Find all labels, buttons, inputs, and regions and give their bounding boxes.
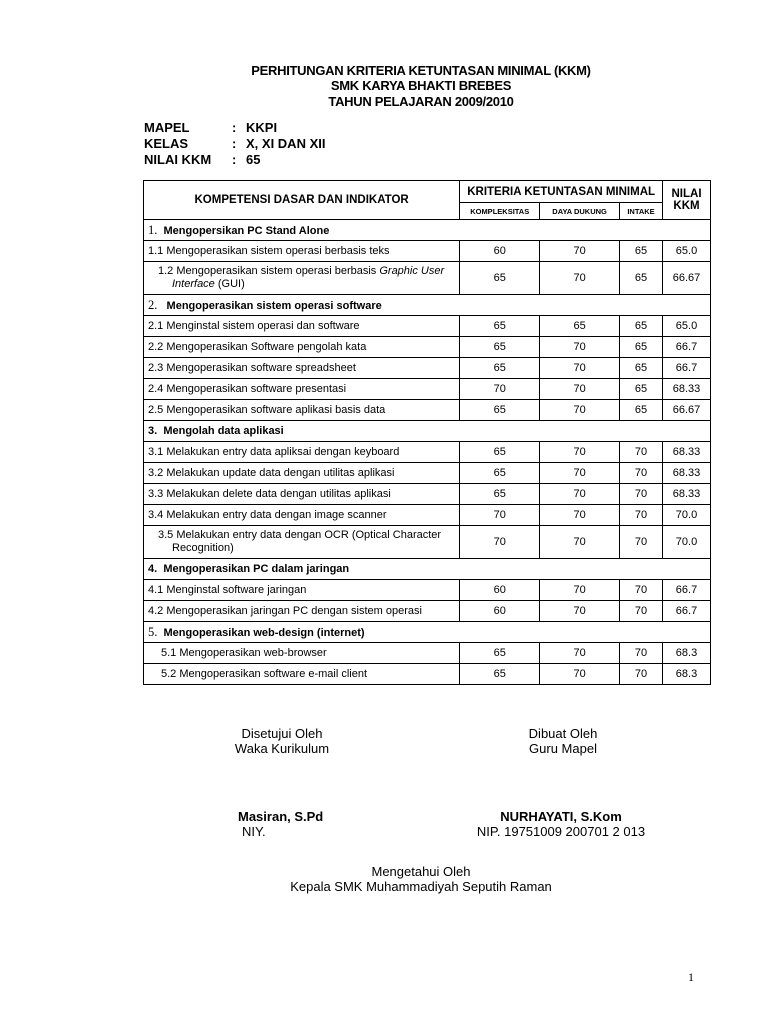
kompleksitas-cell: 70 [460,505,540,526]
page-number: 1 [688,970,694,984]
nilai-kkm-cell: 66.7 [663,337,711,358]
kompleksitas-cell: 65 [460,262,540,295]
intake-cell: 65 [620,337,663,358]
section-label: Mengolah data aplikasi [163,425,284,437]
section-title [144,421,711,442]
indicator-label [144,262,460,295]
section-label: Mengoperasikan web-design (internet) [163,626,365,639]
indicator-text-end: (GUI) [214,278,245,290]
indicator-label: 2.1 Menginstal sistem operasi dan software [144,316,460,337]
kompleksitas-cell: 65 [460,400,540,421]
header-kompetensi: KOMPETENSI DASAR DAN INDIKATOR [144,181,460,220]
indicator-label: 3.4 Melakukan entry data dengan image scanner [144,505,460,526]
nilai-kkm-cell: 66.67 [663,262,711,295]
approver-role: Waka Kurikulum [234,741,330,756]
daya-dukung-cell: 70 [540,484,620,505]
daya-dukung-cell: 70 [540,379,620,400]
header-nilai-kkm [663,181,711,220]
section-number: 2. [148,297,158,312]
nilai-kkm-cell: 68.33 [663,442,711,463]
kkm-table [143,180,711,685]
table-row [144,316,711,337]
intake-cell: 65 [620,316,663,337]
header-kompleksitas: KOMPLEKSITAS [460,203,540,220]
intake-cell: 70 [620,580,663,601]
nilai-kkm-cell: 68.33 [663,484,711,505]
intake-cell: 70 [620,505,663,526]
kompleksitas-cell: 65 [460,442,540,463]
nilai-kkm-cell: 65.0 [663,241,711,262]
kompleksitas-cell: 70 [460,379,540,400]
header-intake: INTAKE [620,203,663,220]
author-id: NIP. 19751009 200701 2 013 [476,824,646,839]
section-title [144,559,711,580]
section-label: Mengoperasikan PC dalam jaringan [163,563,350,575]
daya-dukung-cell: 70 [540,664,620,685]
nilai-kkm-cell: 65.0 [663,316,711,337]
nilai-kkm-cell: 68.33 [663,379,711,400]
daya-dukung-cell: 70 [540,442,620,463]
kompleksitas-cell: 65 [460,463,540,484]
table-row [144,379,711,400]
daya-dukung-cell: 70 [540,463,620,484]
daya-dukung-cell: 70 [540,400,620,421]
intake-cell: 65 [620,400,663,421]
doc-title: PERHITUNGAN KRITERIA KETUNTASAN MINIMAL (KKM) [251,63,591,78]
indicator-label: 2.3 Mengoperasikan software spreadsheet [144,358,460,379]
kompleksitas-cell: 60 [460,601,540,622]
section-number: 5. [148,624,158,639]
school-name: SMK KARYA BHAKTI BREBES [330,78,512,93]
mapel-label: MAPEL [144,120,190,135]
indicator-label: 2.4 Mengoperasikan software presentasi [144,379,460,400]
intake-cell: 70 [620,526,663,559]
intake-cell: 70 [620,664,663,685]
intake-cell: 65 [620,379,663,400]
indicator-text: 1.2 Mengoperasikan sistem operasi berbasis [158,265,380,277]
table-row [144,241,711,262]
section-title [144,220,711,241]
indicator-label: 4.1 Menginstal software jaringan [144,580,460,601]
nilai-kkm-cell: 66.7 [663,601,711,622]
intake-cell: 70 [620,442,663,463]
table-row [144,664,711,685]
approver-name: Masiran, S.Pd [238,809,324,824]
indicator-label: 5.1 Mengoperasikan web-browser [144,643,460,664]
kompleksitas-cell: 70 [460,526,540,559]
school-year: TAHUN PELAJARAN 2009/2010 [328,94,514,109]
acknowledger-role: Kepala SMK Muhammadiyah Seputih Raman [290,879,552,894]
section-number: 4. [148,563,158,575]
subject-info [144,120,325,168]
nilai-label: NILAI KKM [144,152,212,167]
daya-dukung-cell: 65 [540,316,620,337]
kompleksitas-cell: 65 [460,484,540,505]
intake-cell: 65 [620,241,663,262]
author-signature [462,809,660,839]
nilai-row [144,152,325,168]
mapel-row [144,120,325,136]
nilai-kkm-cell: 70.0 [663,505,711,526]
indicator-label: 5.2 Mengoperasikan software e-mail client [144,664,460,685]
table-row [144,505,711,526]
header-kriteria: KRITERIA KETUNTASAN MINIMAL [460,181,663,203]
table-row [144,484,711,505]
daya-dukung-cell: 70 [540,262,620,295]
header-daya-dukung: DAYA DUKUNG [540,203,620,220]
intake-cell: 70 [620,643,663,664]
kompleksitas-cell: 65 [460,358,540,379]
colon: : [232,120,237,135]
table-row [144,526,711,559]
daya-dukung-cell: 70 [540,358,620,379]
table-row [144,463,711,484]
intake-cell: 70 [620,484,663,505]
colon: : [232,136,237,151]
author-block [490,726,636,756]
table-row [144,442,711,463]
approved-by-label: Disetujui Oleh [241,726,323,741]
nilai-kkm-cell: 68.3 [663,643,711,664]
kompleksitas-cell: 60 [460,580,540,601]
mapel-value: KKPI [246,120,278,135]
approver-signature [238,809,323,839]
section-row [144,622,711,643]
indicator-label [144,526,460,559]
section-title [144,295,711,316]
intake-cell: 65 [620,262,663,295]
kompleksitas-cell: 65 [460,316,540,337]
daya-dukung-cell: 70 [540,505,620,526]
intake-cell: 70 [620,601,663,622]
section-label: Mengoperasikan sistem operasi software [166,299,382,312]
nilai-value: 65 [246,152,261,167]
table-row [144,580,711,601]
indicator-label: 4.2 Mengoperasikan jaringan PC dengan sistem operasi [144,601,460,622]
indicator-text: 3.5 Melakukan entry data dengan OCR (Optical Character Recognition) [158,529,442,554]
indicator-italic-text: Graphic User Interface [172,265,445,290]
author-name: NURHAYATI, S.Kom [500,809,622,824]
acknowledged-by-label: Mengetahui Oleh [371,864,471,879]
indicator-label: 2.2 Mengoperasikan Software pengolah kata [144,337,460,358]
section-row [144,559,711,580]
author-role: Guru Mapel [529,741,597,756]
colon: : [232,152,237,167]
nilai-kkm-cell: 70.0 [663,526,711,559]
section-title [144,622,711,643]
indicator-label: 3.2 Melakukan update data dengan utilitas aplikasi [144,463,460,484]
intake-cell: 65 [620,358,663,379]
daya-dukung-cell: 70 [540,580,620,601]
header-nilai-line2: KKM [673,200,700,212]
approver-id: NIY. [242,824,266,839]
daya-dukung-cell: 70 [540,241,620,262]
section-number: 1. [148,222,158,237]
daya-dukung-cell: 70 [540,601,620,622]
kelas-value: X, XI DAN XII [246,136,326,151]
table-row [144,643,711,664]
nilai-kkm-cell: 66.7 [663,580,711,601]
section-number: 3. [148,425,158,437]
indicator-label: 3.1 Melakukan entry data apliksai dengan keyboard [144,442,460,463]
kompleksitas-cell: 65 [460,664,540,685]
approver-block [200,726,364,756]
indicator-label: 1.1 Mengoperasikan sistem operasi berbasis teks [144,241,460,262]
table-row [144,337,711,358]
table-row [144,400,711,421]
indicator-label: 2.5 Mengoperasikan software aplikasi basis data [144,400,460,421]
table-row [144,601,711,622]
header-nilai-line1: NILAI [671,188,702,200]
table-row [144,262,711,295]
acknowledger-block [240,864,602,894]
nilai-kkm-cell: 66.67 [663,400,711,421]
indicator-label: 3.3 Melakukan delete data dengan utilitas aplikasi [144,484,460,505]
kompleksitas-cell: 65 [460,337,540,358]
nilai-kkm-cell: 68.3 [663,664,711,685]
table-row [144,358,711,379]
kompleksitas-cell: 60 [460,241,540,262]
made-by-label: Dibuat Oleh [528,726,598,741]
daya-dukung-cell: 70 [540,643,620,664]
intake-cell: 70 [620,463,663,484]
section-label: Mengopersikan PC Stand Alone [163,224,330,237]
daya-dukung-cell: 70 [540,337,620,358]
kelas-label: KELAS [144,136,189,151]
kelas-row [144,136,325,152]
daya-dukung-cell: 70 [540,526,620,559]
section-row [144,421,711,442]
section-row [144,295,711,316]
nilai-kkm-cell: 68.33 [663,463,711,484]
kompleksitas-cell: 65 [460,643,540,664]
section-row [144,220,711,241]
nilai-kkm-cell: 66.7 [663,358,711,379]
